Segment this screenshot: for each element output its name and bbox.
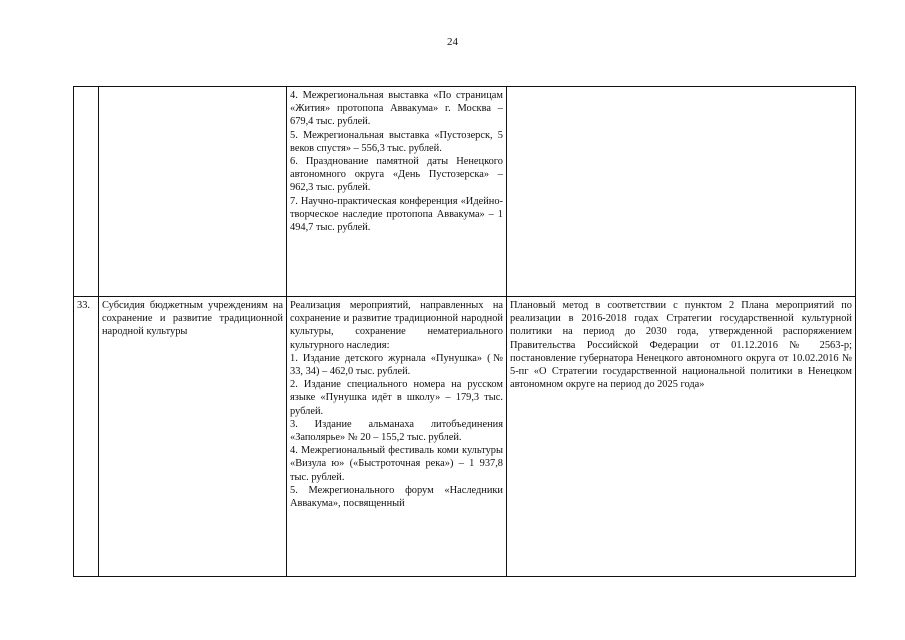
event-item: 4. Межрегиональная выставка «По страницам «Жития» протопопа Аввакума» г. Москва – 679,4 тыс. рублей.	[290, 90, 503, 128]
event-item: 6. Празднование памятной даты Ненецкого автономного округа «День Пустозерска» – 962,3 тыс. рублей.	[290, 156, 503, 194]
row-number-cell: 33.	[74, 297, 99, 577]
event-item: 7. Научно-практическая конференция «Идейно-творческое наследие протопопа Аввакума» – 1 494,7 тыс. рублей.	[290, 195, 503, 234]
subsidy-name-cell	[99, 87, 287, 297]
events-cell	[287, 297, 507, 577]
event-item: 3. Издание альманаха литобъединения «Заполярье» № 20 – 155,2 тыс. рублей.	[290, 418, 503, 444]
event-item: 5. Межрегиональная выставка «Пустозерск, 5 веков спустя» – 556,3 тыс. рублей.	[290, 129, 503, 154]
budget-table	[73, 86, 856, 577]
page-number: 24	[447, 36, 458, 48]
event-item: 1. Издание детского журнала «Пунушка» (№ 33, 34) – 462,0 тыс. рублей.	[290, 352, 503, 378]
events-intro: Реализация мероприятий, направленных на сохранение и развитие традиционной народной культуры, сохранение нематериального культурного наследия:	[290, 300, 503, 351]
event-item: 4. Межрегиональный фестиваль коми культуры «Визула ю» («Быстроточная река») – 1 937,8 тыс. рублей.	[290, 445, 503, 483]
event-item: 5. Межрегионального форум «Наследники Аввакума», посвященный	[290, 484, 503, 510]
table-row-33	[74, 297, 856, 577]
event-item: 2. Издание специального номера на русском языке «Пунушка идёт в школу» – 179,3 тыс. рублей.	[290, 379, 503, 417]
events-cell	[287, 87, 507, 297]
table-row-continued	[74, 87, 856, 297]
method-cell: Плановый метод в соответствии с пунктом 2 Плана мероприятий по реализации в 2016-2018 годах Стратегии государственной культурной политики на период до 2030 года, утвержденной распоряжением Правительства Российской Федерации от 01.12.2016 № 2563-р; постановление губернатора Ненецкого автономного округа от 10.02.2016 № 5-пг «О Стратегии государственной национальной политики в Ненецком автономном округе на период до 2025 года»	[507, 297, 856, 577]
subsidy-name-cell: Субсидия бюджетным учреждениям на сохранение и развитие традиционной народной культуры	[99, 297, 287, 577]
row-number-cell	[74, 87, 99, 297]
method-cell	[507, 87, 856, 297]
